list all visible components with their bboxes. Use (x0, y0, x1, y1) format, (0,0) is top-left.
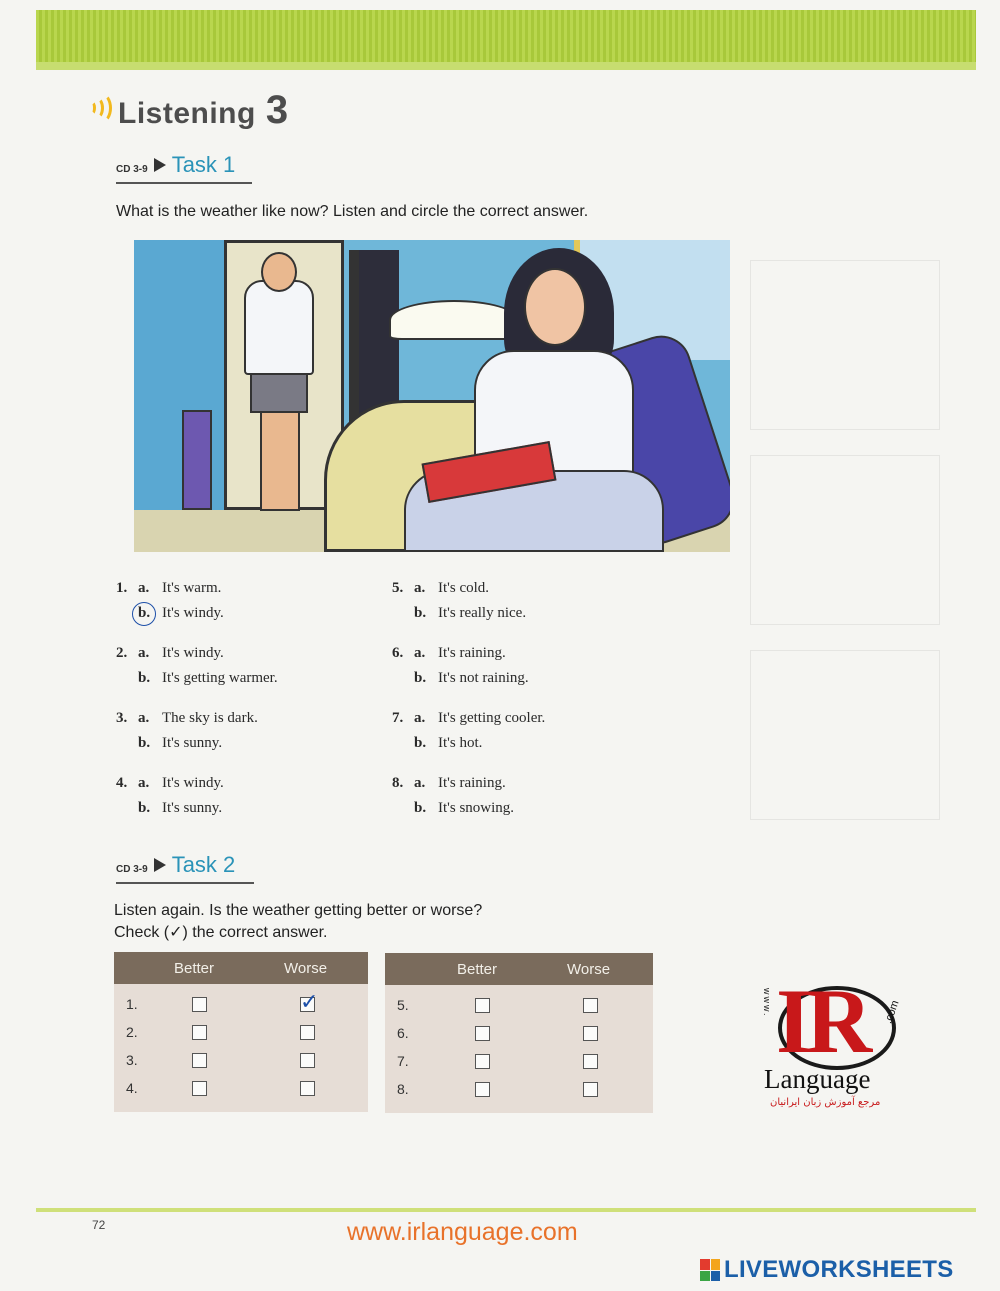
row-number: 6. (397, 1025, 409, 1041)
answer-option-6a[interactable] (392, 645, 506, 662)
liveworksheets-text: LIVEWORKSHEETS (724, 1256, 954, 1283)
row-number: 4. (126, 1080, 138, 1096)
answer-option-4a[interactable] (116, 775, 224, 792)
question-number: 4. (116, 775, 128, 791)
option-text: It's warm. (162, 580, 222, 596)
answer-option-8b[interactable] (392, 800, 514, 817)
page-number: 72 (92, 1218, 106, 1232)
better-checkbox[interactable] (192, 1081, 207, 1096)
section-number: 3 (265, 88, 289, 132)
task2-instruction (114, 900, 482, 943)
option-letter: a. (138, 710, 150, 726)
option-text: It's raining. (438, 645, 506, 661)
option-letter: a. (138, 580, 150, 596)
option-letter: a. (138, 645, 150, 661)
header-worse: Worse (284, 959, 328, 977)
table-row (114, 990, 368, 1018)
table-row (114, 1018, 368, 1046)
option-letter: a. (414, 710, 426, 726)
worse-checkbox[interactable] (583, 1026, 598, 1041)
better-checkbox[interactable] (475, 1026, 490, 1041)
header-better: Better (174, 959, 215, 977)
better-checkbox[interactable] (192, 997, 207, 1012)
logo-word: Language (764, 1064, 871, 1094)
option-text: It's cold. (438, 580, 490, 596)
site-url-link[interactable]: www.irlanguage.com (347, 1218, 578, 1246)
answer-option-3b[interactable] (116, 735, 222, 752)
task1-label: Task 1 (171, 152, 236, 177)
task2-label: Task 2 (171, 852, 236, 877)
sound-waves-icon (84, 93, 114, 123)
worse-checkbox[interactable] (583, 1082, 598, 1097)
option-text: It's getting warmer. (162, 670, 278, 686)
option-letter: a. (138, 775, 150, 791)
row-number: 5. (397, 997, 409, 1013)
option-letter: b. (414, 800, 427, 816)
task2-instruction-line1: Listen again. Is the weather getting better or worse? (114, 902, 483, 919)
header-band (36, 10, 976, 62)
table-row (114, 1046, 368, 1074)
logo-com: .com (882, 998, 902, 1026)
section-title (84, 88, 288, 133)
option-text: It's windy. (162, 605, 224, 621)
worse-checkbox[interactable] (300, 1081, 315, 1096)
question-number: 6. (392, 645, 404, 661)
table-row (385, 1075, 653, 1103)
answer-option-1b[interactable] (116, 605, 224, 622)
option-text: The sky is dark. (162, 710, 258, 726)
option-text: It's sunny. (162, 735, 223, 751)
worse-checkbox[interactable] (300, 997, 315, 1012)
answer-option-8a[interactable] (392, 775, 506, 792)
worse-checkbox[interactable] (300, 1025, 315, 1040)
option-letter: a. (414, 645, 426, 661)
better-checkbox[interactable] (475, 998, 490, 1013)
weather-illustration (134, 240, 730, 552)
table-row (114, 1074, 368, 1102)
row-number: 7. (397, 1053, 409, 1069)
table-row (385, 1019, 653, 1047)
bleed-through-decoration (740, 260, 950, 830)
better-checkbox[interactable] (192, 1025, 207, 1040)
option-letter: b. (138, 670, 151, 686)
liveworksheets-brand (700, 1256, 954, 1284)
option-text: It's getting cooler. (438, 710, 546, 726)
worse-checkbox[interactable] (300, 1053, 315, 1068)
question-number: 7. (392, 710, 404, 726)
question-number: 5. (392, 580, 404, 596)
option-letter: a. (414, 775, 426, 791)
option-letter: b. (138, 735, 151, 751)
option-letter: b. (414, 735, 427, 751)
liveworksheets-icon (700, 1259, 720, 1281)
option-text: It's windy. (162, 645, 224, 661)
answer-option-4b[interactable] (116, 800, 222, 817)
option-text: It's windy. (162, 775, 224, 791)
option-letter: b. (414, 670, 427, 686)
header-band-line (36, 62, 976, 70)
table-row (385, 991, 653, 1019)
task1-instruction: What is the weather like now? Listen and circle the correct answer. (116, 203, 589, 220)
question-number: 2. (116, 645, 128, 661)
answer-option-7a[interactable] (392, 710, 545, 727)
task1-cd-label: CD 3-9 (116, 164, 148, 175)
worse-checkbox[interactable] (583, 1054, 598, 1069)
section-word: Listening (118, 97, 256, 130)
answer-option-6b[interactable] (392, 670, 529, 687)
task2-cd-label: CD 3-9 (116, 864, 148, 875)
row-number: 8. (397, 1081, 409, 1097)
answer-option-2a[interactable] (116, 645, 224, 662)
logo-subtitle: مرجع آموزش زبان ایرانیان (770, 1097, 881, 1108)
worse-checkbox[interactable] (583, 998, 598, 1013)
answer-option-5a[interactable] (392, 580, 489, 597)
better-checkbox[interactable] (475, 1082, 490, 1097)
ir-language-logo (762, 970, 912, 1128)
option-text: It's sunny. (162, 800, 223, 816)
row-number: 2. (126, 1024, 138, 1040)
better-checkbox[interactable] (475, 1054, 490, 1069)
option-letter: a. (414, 580, 426, 596)
option-letter: b. (138, 800, 151, 816)
table-row (385, 1047, 653, 1075)
row-number: 3. (126, 1052, 138, 1068)
task2-instruction-line2: Check (✓) the correct answer. (114, 923, 328, 941)
answer-option-2b[interactable] (116, 670, 278, 687)
question-number: 8. (392, 775, 404, 791)
task2-heading (116, 852, 254, 884)
check-table-2 (385, 953, 653, 1113)
logo-letters: IR (776, 970, 867, 1072)
play-triangle-icon (154, 158, 166, 172)
table-header (114, 952, 368, 984)
play-triangle-icon (154, 858, 166, 872)
question-number: 1. (116, 580, 128, 596)
header-better: Better (457, 960, 498, 978)
check-table-1 (114, 952, 368, 1112)
header-worse: Worse (567, 960, 611, 978)
row-number: 1. (126, 996, 138, 1012)
option-letter: b. (414, 605, 427, 621)
answer-option-3a[interactable] (116, 710, 258, 727)
question-number: 3. (116, 710, 128, 726)
better-checkbox[interactable] (192, 1053, 207, 1068)
option-letter: b. (138, 605, 162, 622)
answer-option-5b[interactable] (392, 605, 526, 622)
option-text: It's snowing. (438, 800, 515, 816)
answer-option-1a[interactable] (116, 580, 221, 597)
table-header (385, 953, 653, 985)
logo-www: www. (762, 988, 772, 1018)
option-text: It's not raining. (438, 670, 529, 686)
answer-option-7b[interactable] (392, 735, 482, 752)
option-text: It's really nice. (438, 605, 527, 621)
task1-heading (116, 152, 252, 184)
footer-rule (36, 1208, 976, 1212)
option-text: It's raining. (438, 775, 506, 791)
option-text: It's hot. (438, 735, 483, 751)
